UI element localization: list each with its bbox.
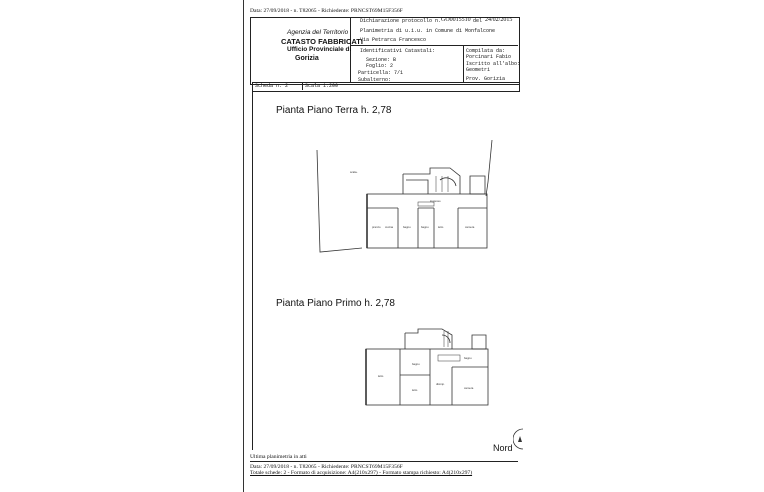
footer-divider [250, 461, 518, 462]
identifiers-title: Identificativi Catastali: [360, 48, 436, 54]
plan-first-floor-title: Pianta Piano Primo h. 2,78 [276, 298, 395, 309]
ground-floor-plan [310, 138, 495, 260]
compiler-registered: Iscritto all'albo: [466, 61, 521, 67]
sheet-strip-divider [302, 82, 303, 90]
compiler-category: Geometri [466, 67, 491, 73]
address: Via Petrarca Francesco [360, 37, 427, 43]
plan-description: Planimetria di u.i.u. in Comune di Monfalcone [360, 28, 496, 34]
protocol-date-label: del [473, 18, 483, 24]
scale: Scala 1:200 [305, 83, 339, 89]
top-request-line: Data: 27/09/2018 - n. T82065 - Richiedente: PRNCST69M15F356F [250, 8, 403, 14]
svg-text:cucina: cucina [385, 225, 394, 229]
protocol-date: 24/02/2015 [485, 17, 513, 23]
agency-city: Gorizia [295, 55, 319, 62]
identifier-sezione: Sezione: B [366, 57, 397, 63]
scheda-number: Scheda n. 2 [255, 83, 289, 89]
last-plan-note: Ultima planimetria in atti [250, 454, 307, 460]
title-hdivider [350, 45, 518, 46]
svg-text:camera: camera [465, 225, 475, 229]
first-floor-plan [360, 325, 492, 407]
agency-office: Ufficio Provinciale di [287, 46, 352, 53]
north-label: Nord [493, 443, 513, 453]
identifier-particella: Particella: 7/1 [358, 70, 404, 76]
protocol-number: GO0015510 [441, 17, 471, 23]
agency-catasto: CATASTO FABBRICATI [281, 37, 363, 46]
compiler-name: Porcinari Fabio [466, 54, 512, 60]
svg-text:disimp.: disimp. [436, 382, 445, 386]
compiler-province: Prov. Gorizia [466, 76, 506, 82]
svg-text:pranzo: pranzo [372, 225, 381, 229]
identifier-foglio: Foglio: 2 [366, 63, 394, 69]
svg-text:bagno: bagno [464, 356, 472, 360]
compiler-divider [463, 45, 464, 83]
svg-text:letto: letto [412, 388, 418, 392]
svg-text:ingresso: ingresso [430, 199, 441, 203]
agency-name: Agenzia del Territorio [287, 29, 349, 36]
svg-text:letto: letto [438, 225, 444, 229]
svg-text:letto: letto [378, 374, 384, 378]
protocol-label: Dichiarazione protocollo n. [360, 18, 442, 24]
svg-text:bagno: bagno [421, 225, 429, 229]
footer-request-line: Data: 27/09/2018 - n. T82065 - Richiedente: PRNCST69M15F356F [250, 464, 403, 470]
svg-text:scala-: scala- [350, 170, 358, 174]
identifier-subalterno: Subalterno: [358, 77, 392, 83]
footer-format-line: Totale schede: 2 - Formato di acquisizione: A4(210x297) - Formato stampa richiesto: A4(210x297) [250, 470, 473, 476]
svg-text:camera: camera [464, 386, 474, 390]
north-arrow-icon [513, 428, 523, 450]
svg-text:bagno: bagno [403, 225, 411, 229]
svg-text:bagno: bagno [412, 362, 420, 366]
compiler-label: Compilata da: [466, 48, 506, 54]
plan-ground-floor-title: Pianta Piano Terra h. 2,78 [276, 105, 392, 116]
